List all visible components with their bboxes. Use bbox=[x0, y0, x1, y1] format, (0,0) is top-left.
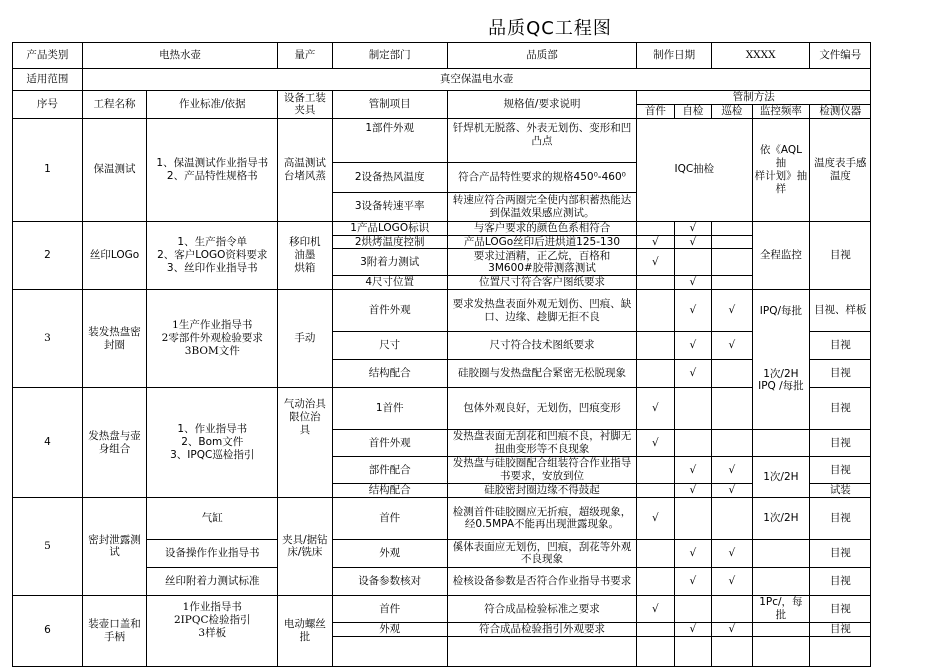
scope-value: 真空保温电水壶 bbox=[82, 69, 871, 91]
col-control-method: 管制方法 bbox=[637, 91, 871, 105]
spec-cell: 硅胶密封圈边缘不得鼓起 bbox=[447, 484, 636, 498]
instrument-cell: 目视 bbox=[810, 622, 871, 636]
spec-cell: 发热盘与硅胶圈配合组装符合作业指导 书要求，安放到位 bbox=[447, 457, 636, 484]
check-mark: √ bbox=[712, 457, 752, 484]
equipment-cell: 手动 bbox=[278, 290, 332, 388]
check-mark: √ bbox=[637, 595, 675, 622]
equipment-cell: 高温测试 台堵风蒸 bbox=[278, 118, 332, 221]
control-item-cell: 外观 bbox=[332, 622, 447, 636]
frequency-cell: 全程监控 bbox=[752, 221, 810, 289]
instrument-cell: 目视 bbox=[810, 332, 871, 360]
seq-cell: 6 bbox=[13, 595, 83, 666]
instrument-cell: 目视 bbox=[810, 539, 871, 567]
check-mark: √ bbox=[674, 235, 712, 249]
col-frequency: 监控频率 bbox=[752, 104, 810, 118]
document-title: 品质QC工程图 bbox=[488, 18, 612, 39]
process-cell: 丝印LOGo bbox=[82, 221, 146, 289]
date-value: XXXX bbox=[712, 43, 810, 69]
check-mark: √ bbox=[674, 622, 712, 636]
spec-cell: 符合产品特性要求的规格450⁰-460⁰ bbox=[447, 162, 636, 192]
spec-cell: 要求发热盘表面外观无划伤、凹痕、缺 口、边缘、趁脚无拒不良 bbox=[447, 290, 636, 332]
scope-row bbox=[13, 69, 950, 91]
scope-label: 适用范围 bbox=[13, 69, 83, 91]
instrument-cell: 目视 bbox=[810, 595, 871, 622]
standard-cell: 1、作业指导书 2、Bom文件 3、IPQC巡检指引 bbox=[147, 388, 278, 498]
table-row bbox=[13, 539, 950, 567]
check-mark: √ bbox=[674, 276, 712, 290]
check-mark: √ bbox=[674, 332, 712, 360]
control-item-cell: 部件配合 bbox=[332, 457, 447, 484]
instrument-cell: 目视 bbox=[810, 430, 871, 457]
spec-cell: 硅胶圈与发热盘配合紧密无松脱现象 bbox=[447, 360, 636, 388]
spec-cell: 发热盘表面无刮花和凹痕不良，衬脚无 扭曲变形等不良现象 bbox=[447, 430, 636, 457]
equipment-cell: 电动螺丝 批 bbox=[278, 595, 332, 666]
frequency-cell: 1次/2H bbox=[752, 457, 810, 498]
seq-cell: 3 bbox=[13, 290, 83, 388]
check-mark: √ bbox=[712, 290, 752, 332]
standard-cell: 设备操作作业指导书 bbox=[147, 539, 278, 567]
equipment-cell: 移印机 油墨 烘箱 bbox=[278, 221, 332, 289]
check-mark: √ bbox=[637, 249, 675, 276]
control-item-cell: 首件 bbox=[332, 497, 447, 539]
spec-cell: 符合成品检验指引外观要求 bbox=[447, 622, 636, 636]
frequency-cell: 1次/2H IPQ /每批 bbox=[752, 332, 810, 430]
product-type-value: 电热水壶 bbox=[82, 43, 277, 69]
table-row bbox=[13, 118, 950, 162]
process-cell: 密封泄露测 试 bbox=[82, 497, 146, 595]
method-cell: IQC抽检 bbox=[637, 118, 753, 221]
col-seq: 序号 bbox=[13, 91, 83, 119]
check-mark: √ bbox=[674, 484, 712, 498]
control-item-cell: 1部件外观 bbox=[332, 118, 447, 162]
check-mark: √ bbox=[637, 235, 675, 249]
spec-cell: 转速应符合两圈完全使内部积蓄热能达 到保温效果感应测试。 bbox=[447, 192, 636, 221]
qc-process-table bbox=[12, 42, 950, 667]
column-header-row bbox=[13, 91, 950, 105]
table-row bbox=[13, 567, 950, 595]
instrument-cell: 试装 bbox=[810, 484, 871, 498]
standard-cell: 1、保温测试作业指导书 2、产品特性规格书 bbox=[147, 118, 278, 221]
col-control-item: 管制项目 bbox=[332, 91, 447, 119]
dept-label: 制定部门 bbox=[332, 43, 447, 69]
equipment-cell: 气动治具 限位治 具 bbox=[278, 388, 332, 498]
table-row bbox=[13, 388, 950, 430]
table-row bbox=[13, 221, 950, 235]
control-item-cell: 1首件 bbox=[332, 388, 447, 430]
col-patrol: 巡检 bbox=[712, 104, 752, 118]
control-item-cell: 设备参数核对 bbox=[332, 567, 447, 595]
control-item-cell: 结构配合 bbox=[332, 484, 447, 498]
product-type-label: 产品类别 bbox=[13, 43, 83, 69]
control-item-cell: 4尺寸位置 bbox=[332, 276, 447, 290]
instrument-cell: 目视 bbox=[810, 457, 871, 484]
check-mark: √ bbox=[674, 567, 712, 595]
frequency-cell: 1次/2H bbox=[752, 497, 810, 539]
equipment-cell: 夹具/据钻 床/铣床 bbox=[278, 497, 332, 595]
spec-cell: 钎焊机无脱落、外表无划伤、变形和凹 凸点 bbox=[447, 118, 636, 162]
col-self: 自检 bbox=[674, 104, 712, 118]
check-mark: √ bbox=[712, 622, 752, 636]
table-row bbox=[13, 497, 950, 539]
frequency-cell: 依《AQL抽 样计划》抽 样 bbox=[752, 118, 810, 221]
control-item-cell: 2烘烤温度控制 bbox=[332, 235, 447, 249]
control-item-cell: 外观 bbox=[332, 539, 447, 567]
check-mark: √ bbox=[637, 497, 675, 539]
spec-cell: 检核设备参数是否符合作业指导书要求 bbox=[447, 567, 636, 595]
spec-cell: 位置尺寸符合客户图纸要求 bbox=[447, 276, 636, 290]
doc-no-label: 文件编号 bbox=[810, 43, 871, 69]
process-cell: 保温测试 bbox=[82, 118, 146, 221]
check-mark: √ bbox=[674, 360, 712, 388]
header-row bbox=[13, 43, 950, 69]
control-item-cell: 尺寸 bbox=[332, 332, 447, 360]
table-row bbox=[13, 595, 950, 622]
seq-cell: 1 bbox=[13, 118, 83, 221]
col-equipment: 设备工装 夹具 bbox=[278, 91, 332, 119]
frequency-cell: 1Pc/，每批 bbox=[752, 595, 810, 622]
process-cell: 发热盘与壶 身组合 bbox=[82, 388, 146, 498]
spec-cell: 尺寸符合技术图纸要求 bbox=[447, 332, 636, 360]
standard-cell: 1作业指导书 2IPQC检验指引 3样板 bbox=[147, 595, 278, 666]
production-stage: 量产 bbox=[278, 43, 332, 69]
control-item-cell: 3附着力测试 bbox=[332, 249, 447, 276]
check-mark: √ bbox=[637, 388, 675, 430]
seq-cell: 4 bbox=[13, 388, 83, 498]
standard-cell: 丝印附着力测试标准 bbox=[147, 567, 278, 595]
check-mark: √ bbox=[712, 332, 752, 360]
control-item-cell: 首件外观 bbox=[332, 290, 447, 332]
seq-cell: 5 bbox=[13, 497, 83, 595]
check-mark: √ bbox=[674, 457, 712, 484]
instrument-cell: 目视 bbox=[810, 360, 871, 388]
spec-cell: 包体外观良好，无划伤，凹痕变形 bbox=[447, 388, 636, 430]
dept-value: 品质部 bbox=[447, 43, 636, 69]
spec-cell: 符合成品检验标准之要求 bbox=[447, 595, 636, 622]
instrument-cell: 目视 bbox=[810, 567, 871, 595]
date-label: 制作日期 bbox=[637, 43, 712, 69]
process-cell: 装壶口盖和 手柄 bbox=[82, 595, 146, 666]
spec-cell: 要求过酒精，正乙烷，百格和 3M600#胶带测落测试 bbox=[447, 249, 636, 276]
col-spec: 规格值/要求说明 bbox=[447, 91, 636, 119]
col-first: 首件 bbox=[637, 104, 675, 118]
seq-cell: 2 bbox=[13, 221, 83, 289]
spec-cell: 产品LOGo丝印后进烘道125-130 bbox=[447, 235, 636, 249]
control-item-cell: 3设备转速平率 bbox=[332, 192, 447, 221]
instrument-cell: 目视、样板 bbox=[810, 290, 871, 332]
control-item-cell: 1产品LOGO标识 bbox=[332, 221, 447, 235]
standard-cell: 1生产作业指导书 2零部件外观检验要求 3BOM文件 bbox=[147, 290, 278, 388]
check-mark: √ bbox=[674, 539, 712, 567]
instrument-cell: 温度表手感 温度 bbox=[810, 118, 871, 221]
standard-cell: 1、生产指令单 2、客户LOGO资料要求 3、丝印作业指导书 bbox=[147, 221, 278, 289]
process-cell: 装发热盘密 封圈 bbox=[82, 290, 146, 388]
standard-cell: 气缸 bbox=[147, 497, 278, 539]
check-mark: √ bbox=[712, 539, 752, 567]
check-mark: √ bbox=[637, 430, 675, 457]
control-item-cell: 首件外观 bbox=[332, 430, 447, 457]
spec-cell: 傒体表面应无划伤，凹痕，刮花等外观 不良现象 bbox=[447, 539, 636, 567]
col-instrument: 检测仪器 bbox=[810, 104, 871, 118]
check-mark: √ bbox=[674, 290, 712, 332]
spec-cell: 检测首件硅胶圈应无折痕，超级现象， 经0.5MPA不能再出现泄露现象。 bbox=[447, 497, 636, 539]
control-item-cell: 首件 bbox=[332, 595, 447, 622]
instrument-cell: 目视 bbox=[810, 497, 871, 539]
check-mark: √ bbox=[674, 221, 712, 235]
instrument-cell: 目视 bbox=[810, 388, 871, 430]
col-process: 工程名称 bbox=[82, 91, 146, 119]
doc-no-value bbox=[871, 43, 950, 69]
control-item-cell: 结构配合 bbox=[332, 360, 447, 388]
check-mark: √ bbox=[712, 567, 752, 595]
spec-cell: 与客户要求的颜色色系相符合 bbox=[447, 221, 636, 235]
check-mark: √ bbox=[712, 484, 752, 498]
table-row bbox=[13, 290, 950, 332]
control-item-cell: 2设备热风温度 bbox=[332, 162, 447, 192]
frequency-cell: IPQ/每批 bbox=[752, 290, 810, 332]
instrument-cell: 目视 bbox=[810, 221, 871, 289]
col-standard: 作业标准/依据 bbox=[147, 91, 278, 119]
